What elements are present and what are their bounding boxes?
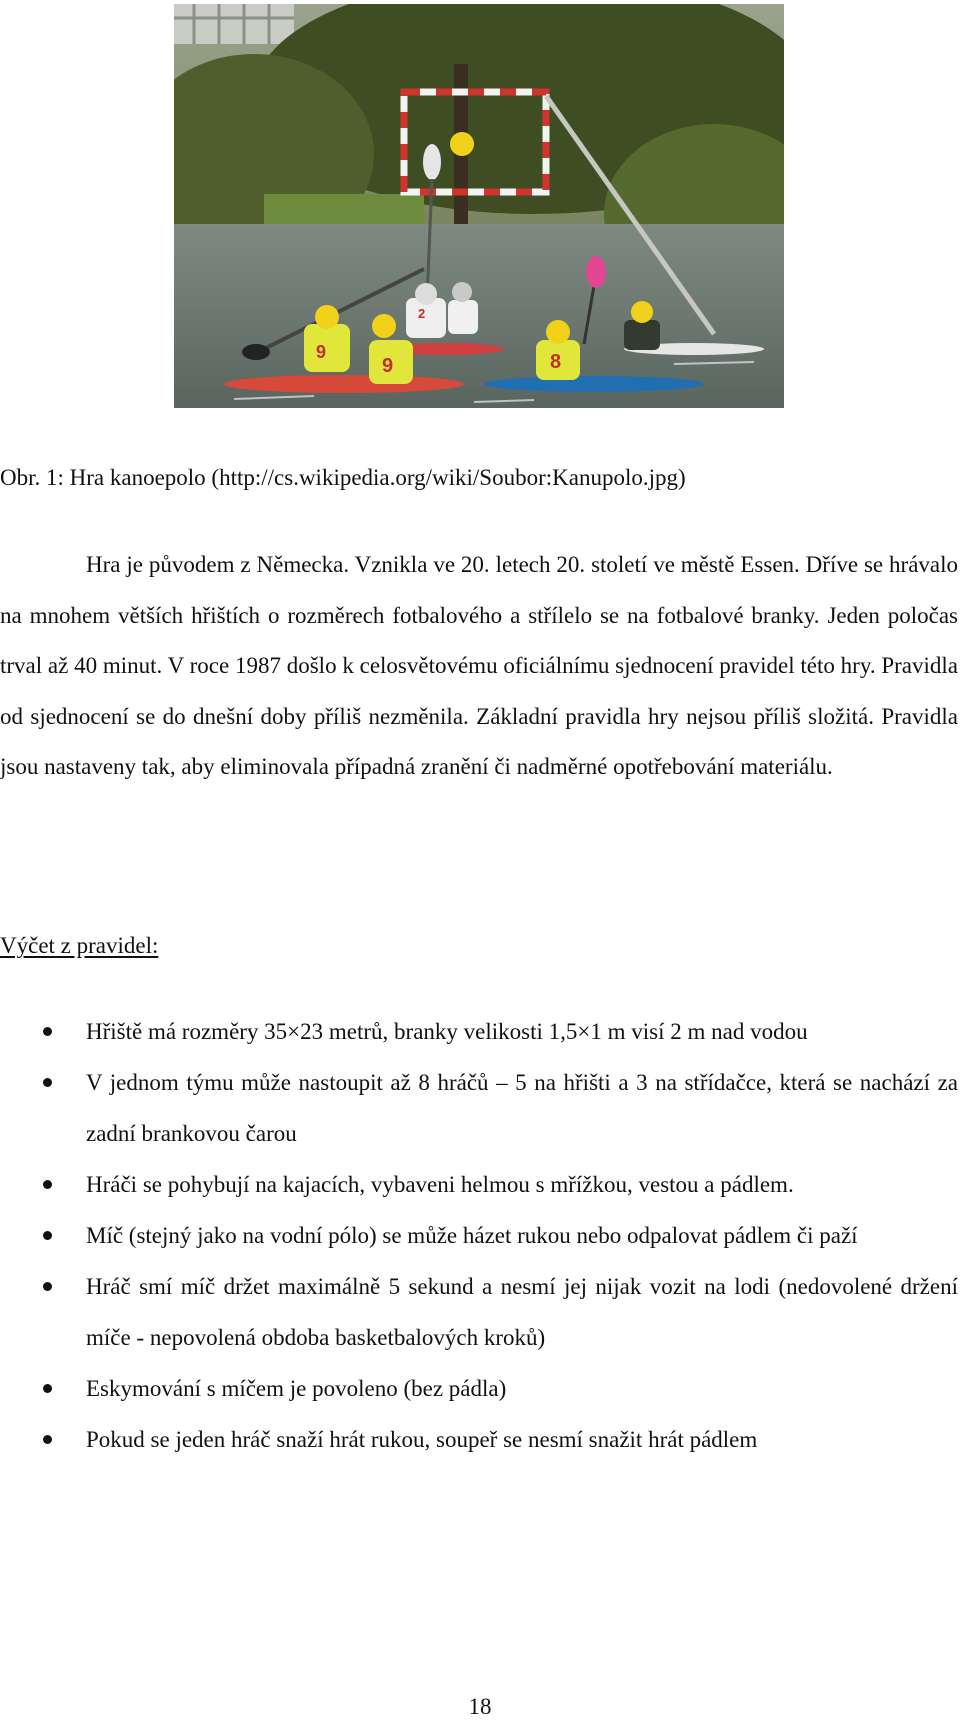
player-number-4: 2 xyxy=(418,306,426,321)
bullet-icon xyxy=(43,1435,52,1444)
player-number-1: 9 xyxy=(316,342,327,362)
rules-heading: Výčet z pravidel: xyxy=(0,933,159,958)
rules-list-item xyxy=(0,1057,958,1159)
figure-caption: Obr. 1: Hra kanoepolo (http://cs.wikipedia.org/wiki/Soubor:Kanupolo.jpg) xyxy=(0,465,686,490)
page-number: 18 xyxy=(468,1694,492,1719)
player-number-3: 8 xyxy=(550,351,562,373)
rules-list-item xyxy=(0,1210,958,1261)
bullet-icon xyxy=(43,1078,52,1087)
rules-list-item xyxy=(0,1159,958,1210)
bullet-icon xyxy=(43,1180,52,1189)
rule-text: Hřiště má rozměry 35×23 metrů, branky velikosti 1,5×1 m visí 2 m nad vodou xyxy=(86,1019,808,1044)
rules-list-item xyxy=(0,1363,958,1414)
bullet-icon xyxy=(43,1027,52,1036)
ball xyxy=(450,132,474,156)
rules-list-item xyxy=(0,1414,958,1465)
history-paragraph: Hra je původem z Německa. Vznikla ve 20. letech 20. století ve městě Essen. Dříve se hrávalo na mnohem větších hřištích o rozměrech fotbalového a střílelo se na fotbalové branky. Jeden poločas trval až 40 minut. V roce 1987 došlo k celosvětovému oficiálnímu sjednocení pravidel této hry. Pravidla od sjednocení se do dnešní doby příliš nezměnila. Základní pravidla hry nejsou příliš složitá. Pravidla jsou nastaveny tak, aby eliminovala případná zranění či nadměrné opotřebování materiálu. xyxy=(0,552,958,779)
rule-text: Hráč smí míč držet maximálně 5 sekund a nesmí jej nijak vozit na lodi (nedovolené držení míče - nepovolená obdoba basketbalových kroků) xyxy=(86,1274,958,1350)
rule-text: Pokud se jeden hráč snaží hrát rukou, soupeř se nesmí snažit hrát pádlem xyxy=(86,1427,758,1452)
rules-list xyxy=(0,1006,958,1465)
rule-text: Eskymování s míčem je povoleno (bez pádla) xyxy=(86,1376,507,1401)
rule-text: Míč (stejný jako na vodní pólo) se může házet rukou nebo odpalovat pádlem či paží xyxy=(86,1223,858,1248)
rules-list-item xyxy=(0,1261,958,1363)
kayak-polo-photo xyxy=(174,4,784,408)
rules-list-item xyxy=(0,1006,958,1057)
player-number-2: 9 xyxy=(382,355,394,377)
rule-text: Hráči se pohybují na kajacích, vybaveni helmou s mřížkou, vestou a pádlem. xyxy=(86,1172,794,1197)
bullet-icon xyxy=(43,1231,52,1240)
rule-text: V jednom týmu může nastoupit až 8 hráčů – 5 na hřišti a 3 na střídačce, která se nachází za zadní brankovou čarou xyxy=(86,1070,958,1146)
bullet-icon xyxy=(43,1282,52,1291)
bridge xyxy=(174,4,294,44)
bullet-icon xyxy=(43,1384,52,1393)
